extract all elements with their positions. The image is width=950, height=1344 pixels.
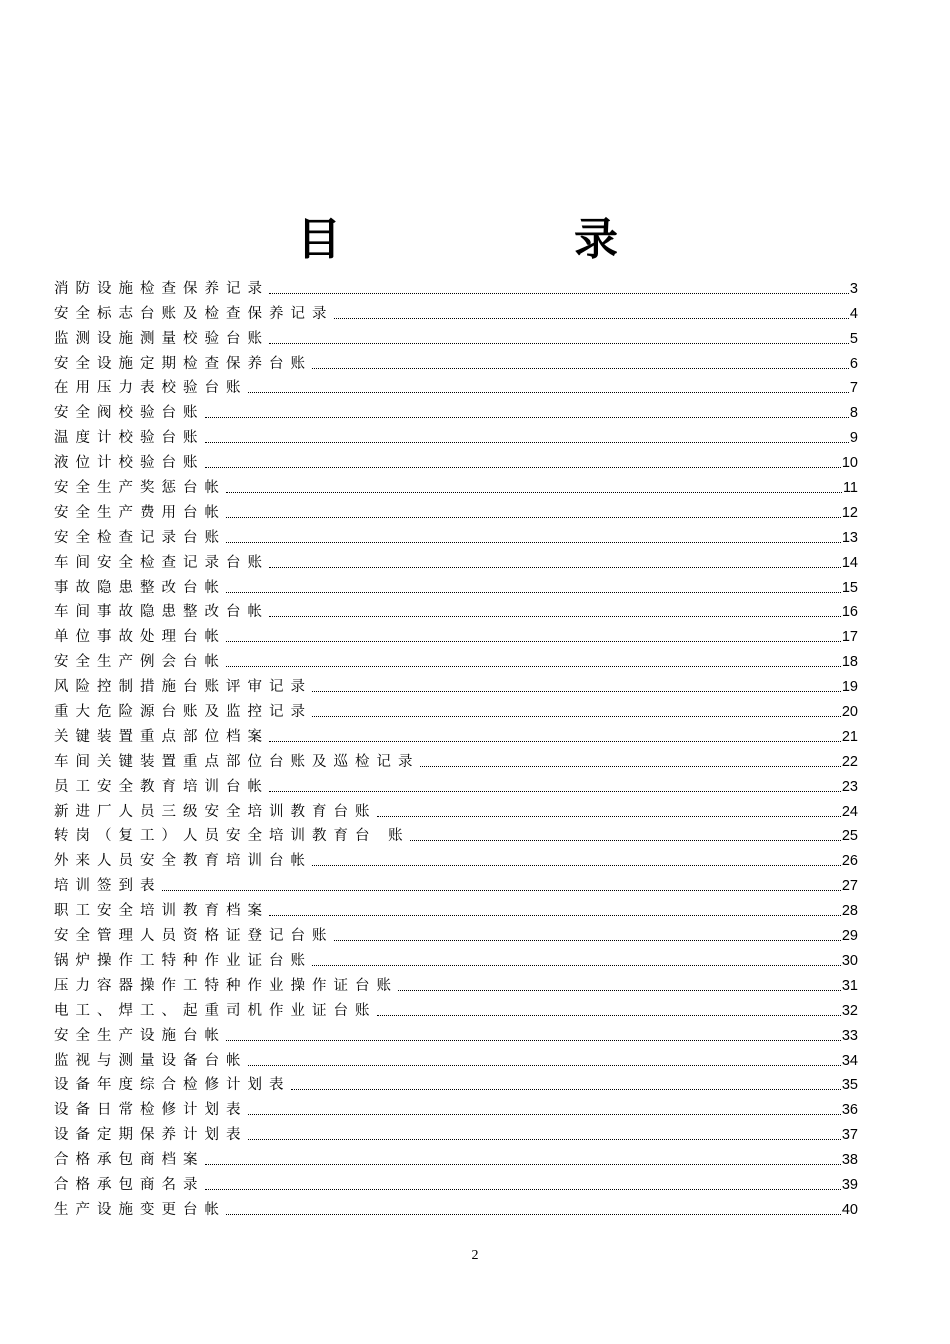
- toc-entry-page: 17: [841, 629, 858, 646]
- toc-dot-leader: [410, 839, 841, 841]
- toc-entry-label: 车间关键装置重点部位台账及巡检记录: [54, 753, 420, 770]
- toc-entry-label: 外来人员安全教育培训台帐: [54, 853, 312, 870]
- toc-dot-leader: [226, 591, 841, 593]
- toc-dot-leader: [162, 889, 841, 891]
- toc-entry-label: 在用压力表校验台账: [54, 380, 248, 397]
- toc-entry[interactable]: [54, 946, 858, 971]
- toc-entry-label: 安全生产例会台帐: [54, 654, 226, 671]
- toc-dot-leader: [334, 939, 841, 941]
- toc-entry-page: 7: [849, 380, 858, 397]
- toc-entry[interactable]: [54, 1071, 858, 1096]
- toc-entry-page: 8: [849, 405, 858, 422]
- toc-dot-leader: [420, 765, 841, 767]
- toc-dot-leader: [269, 292, 849, 294]
- toc-entry-page: 22: [841, 753, 858, 770]
- toc-entry[interactable]: [54, 647, 858, 672]
- toc-dot-leader: [226, 1039, 841, 1041]
- toc-entry[interactable]: [54, 896, 858, 921]
- toc-entry[interactable]: [54, 423, 858, 448]
- toc-entry-label: 安全检查记录台账: [54, 529, 226, 546]
- toc-entry-label: 事故隐患整改台帐: [54, 579, 226, 596]
- toc-entry-page: 24: [841, 803, 858, 820]
- toc-dot-leader: [205, 1163, 841, 1165]
- toc-entry-label: 车间安全检查记录台账: [54, 554, 269, 571]
- toc-entry-label: 安全管理人员资格证登记台账: [54, 928, 334, 945]
- toc-entry[interactable]: [54, 523, 858, 548]
- toc-entry-page: 13: [841, 529, 858, 546]
- toc-dot-leader: [205, 416, 849, 418]
- toc-entry-page: 32: [841, 1002, 858, 1019]
- toc-entry-label: 安全生产费用台帐: [54, 504, 226, 521]
- toc-entry-page: 20: [841, 704, 858, 721]
- toc-entry[interactable]: [54, 1021, 858, 1046]
- toc-entry-page: 15: [841, 579, 858, 596]
- toc-dot-leader: [248, 1064, 841, 1066]
- toc-dot-leader: [312, 964, 841, 966]
- toc-entry-page: 6: [849, 355, 858, 372]
- toc-entry-page: 29: [841, 928, 858, 945]
- toc-entry-label: 电工、焊工、起重司机作业证台账: [54, 1002, 377, 1019]
- toc-entry[interactable]: [54, 473, 858, 498]
- toc-entry[interactable]: [54, 573, 858, 598]
- toc-dot-leader: [312, 367, 849, 369]
- toc-entry-page: 39: [841, 1176, 858, 1193]
- toc-entry-page: 25: [841, 828, 858, 845]
- toc-dot-leader: [269, 914, 841, 916]
- toc-entry-page: 26: [841, 853, 858, 870]
- toc-dot-leader: [226, 1213, 841, 1215]
- toc-entry-page: 30: [841, 952, 858, 969]
- toc-entry-page: 11: [842, 480, 858, 497]
- table-of-contents: [54, 274, 858, 1220]
- toc-dot-leader: [226, 541, 841, 543]
- toc-entry-label: 合格承包商档案: [54, 1152, 205, 1169]
- toc-entry-page: 34: [841, 1052, 858, 1069]
- toc-dot-leader: [205, 1188, 841, 1190]
- toc-dot-leader: [291, 1088, 841, 1090]
- toc-dot-leader: [377, 815, 841, 817]
- toc-entry-label: 转岗（复工）人员安全培训教育台 账: [54, 828, 410, 845]
- toc-entry-label: 设备定期保养计划表: [54, 1127, 248, 1144]
- toc-entry[interactable]: [54, 722, 858, 747]
- toc-entry[interactable]: [54, 1195, 858, 1220]
- toc-entry-label: 温度计校验台账: [54, 430, 205, 447]
- toc-entry-label: 设备日常检修计划表: [54, 1102, 248, 1119]
- toc-entry-page: 37: [841, 1127, 858, 1144]
- toc-dot-leader: [269, 566, 841, 568]
- toc-entry-page: 9: [849, 430, 858, 447]
- toc-entry[interactable]: [54, 274, 858, 299]
- toc-entry-page: 4: [849, 305, 858, 322]
- toc-dot-leader: [312, 715, 841, 717]
- toc-entry-page: 12: [841, 504, 858, 521]
- toc-dot-leader: [248, 1113, 841, 1115]
- toc-dot-leader: [312, 864, 841, 866]
- toc-entry-label: 培训签到表: [54, 878, 162, 895]
- toc-entry[interactable]: [54, 822, 858, 847]
- toc-dot-leader: [334, 317, 849, 319]
- toc-entry[interactable]: [54, 846, 858, 871]
- toc-entry-page: 33: [841, 1027, 858, 1044]
- toc-entry[interactable]: [54, 672, 858, 697]
- toc-entry-label: 安全标志台账及检查保养记录: [54, 305, 334, 322]
- page-title: [0, 212, 950, 272]
- toc-dot-leader: [205, 466, 841, 468]
- toc-entry[interactable]: [54, 1095, 858, 1120]
- toc-entry[interactable]: [54, 971, 858, 996]
- toc-dot-leader: [248, 391, 849, 393]
- toc-entry[interactable]: [54, 498, 858, 523]
- toc-entry-page: 40: [841, 1201, 858, 1218]
- toc-entry-label: 风险控制措施台账评审记录: [54, 679, 312, 696]
- toc-dot-leader: [226, 640, 841, 642]
- toc-entry-label: 监测设施测量校验台账: [54, 330, 269, 347]
- toc-entry-label: 新进厂人员三级安全培训教育台账: [54, 803, 377, 820]
- toc-entry-label: 监视与测量设备台帐: [54, 1052, 248, 1069]
- toc-entry-label: 职工安全培训教育档案: [54, 903, 269, 920]
- toc-dot-leader: [248, 1138, 841, 1140]
- toc-entry[interactable]: [54, 1120, 858, 1145]
- toc-dot-leader: [226, 516, 841, 518]
- toc-entry-page: 3: [849, 280, 858, 297]
- toc-entry-label: 设备年度综合检修计划表: [54, 1077, 291, 1094]
- toc-entry-label: 安全生产设施台帐: [54, 1027, 226, 1044]
- page-number: 2: [471, 1248, 479, 1263]
- toc-entry[interactable]: [54, 374, 858, 399]
- toc-entry-label: 关键装置重点部位档案: [54, 728, 269, 745]
- toc-entry[interactable]: [54, 349, 858, 374]
- toc-dot-leader: [377, 1014, 841, 1016]
- toc-entry-page: 35: [841, 1077, 858, 1094]
- toc-entry-page: 21: [841, 728, 858, 745]
- toc-entry-page: 19: [841, 679, 858, 696]
- toc-entry-page: 27: [841, 878, 858, 895]
- toc-entry-label: 合格承包商名录: [54, 1176, 205, 1193]
- toc-entry[interactable]: [54, 1046, 858, 1071]
- toc-entry[interactable]: [54, 548, 858, 573]
- toc-entry-label: 重大危险源台账及监控记录: [54, 704, 312, 721]
- toc-entry-page: 28: [841, 903, 858, 920]
- toc-entry-page: 38: [841, 1152, 858, 1169]
- toc-dot-leader: [205, 441, 849, 443]
- toc-entry-page: 5: [849, 330, 858, 347]
- toc-entry[interactable]: [54, 1170, 858, 1195]
- toc-entry[interactable]: [54, 1145, 858, 1170]
- toc-entry-label: 生产设施变更台帐: [54, 1201, 226, 1218]
- toc-dot-leader: [312, 690, 841, 692]
- toc-entry-label: 液位计校验台账: [54, 455, 205, 472]
- toc-entry[interactable]: [54, 996, 858, 1021]
- toc-entry[interactable]: [54, 299, 858, 324]
- toc-entry[interactable]: [54, 921, 858, 946]
- toc-entry[interactable]: [54, 324, 858, 349]
- toc-entry-label: 车间事故隐患整改台帐: [54, 604, 269, 621]
- title-char-1: 目: [297, 214, 341, 265]
- toc-entry[interactable]: [54, 797, 858, 822]
- toc-entry[interactable]: [54, 622, 858, 647]
- toc-entry-page: 18: [841, 654, 858, 671]
- toc-dot-leader: [269, 342, 849, 344]
- toc-entry[interactable]: [54, 871, 858, 896]
- toc-entry-page: 31: [841, 977, 858, 994]
- toc-entry-label: 锅炉操作工特种作业证台账: [54, 952, 312, 969]
- toc-dot-leader: [398, 989, 841, 991]
- toc-entry-page: 36: [841, 1102, 858, 1119]
- toc-dot-leader: [269, 790, 841, 792]
- toc-entry-page: 16: [841, 604, 858, 621]
- toc-entry[interactable]: [54, 398, 858, 423]
- toc-entry[interactable]: [54, 598, 858, 623]
- toc-entry-page: 14: [841, 554, 858, 571]
- title-char-2: 录: [574, 214, 618, 265]
- toc-entry-label: 消防设施检查保养记录: [54, 280, 269, 297]
- toc-entry-label: 员工安全教育培训台帐: [54, 778, 269, 795]
- toc-entry-page: 23: [841, 778, 858, 795]
- toc-entry-label: 安全设施定期检查保养台账: [54, 355, 312, 372]
- toc-entry-label: 单位事故处理台帐: [54, 629, 226, 646]
- toc-entry[interactable]: [54, 772, 858, 797]
- toc-entry[interactable]: [54, 448, 858, 473]
- toc-dot-leader: [269, 740, 841, 742]
- toc-dot-leader: [269, 615, 841, 617]
- toc-entry-label: 压力容器操作工特种作业操作证台账: [54, 977, 398, 994]
- toc-entry-label: 安全阀校验台账: [54, 405, 205, 422]
- toc-entry-label: 安全生产奖惩台帐: [54, 480, 226, 497]
- toc-dot-leader: [226, 491, 842, 493]
- toc-entry[interactable]: [54, 747, 858, 772]
- toc-entry[interactable]: [54, 697, 858, 722]
- toc-dot-leader: [226, 665, 841, 667]
- toc-entry-page: 10: [841, 455, 858, 472]
